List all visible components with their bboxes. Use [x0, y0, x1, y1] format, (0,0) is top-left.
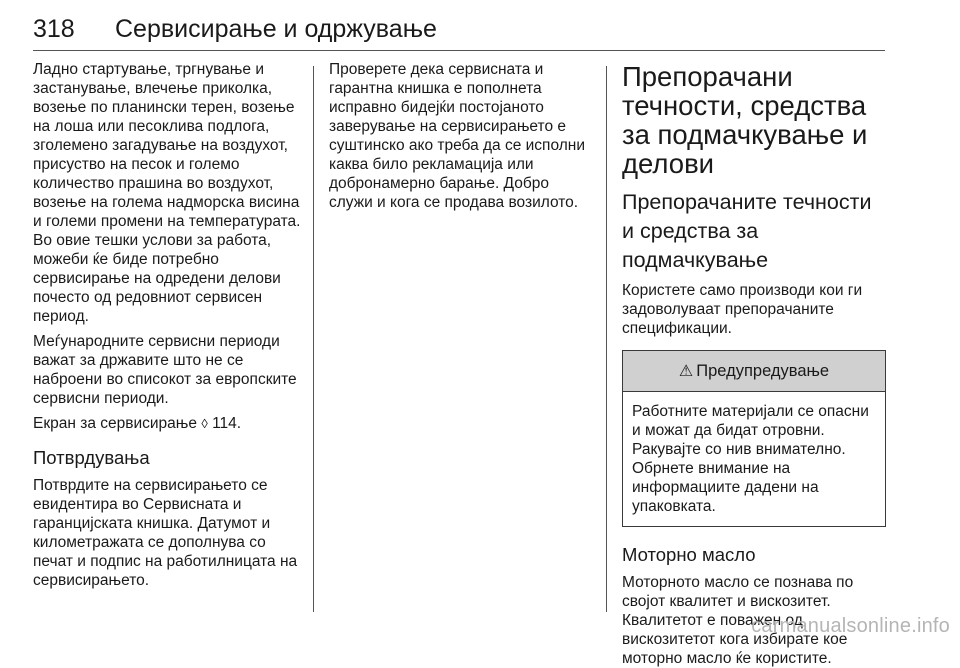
paragraph-service-display-ref [33, 414, 303, 433]
subheading-fluids: Препорачаните течности и средства за подмачкување [622, 190, 872, 272]
paragraph-international-intervals: Меѓународните сервисни периоди важат за државите што не се наброени во списокот за европските сервисни периоди. [33, 333, 297, 407]
paragraph-service-booklet: Проверете дека сервисната и гарантна книшка е пополнета исправно бидејќи постојаното заверување на сервисирањето е суштинско ако треба да се исполни каква било рекламација или добронамерно барање. Добро служи и кога се продава возилото. [329, 61, 585, 211]
warning-header [623, 351, 885, 392]
running-title: Сервисирање и одржување [115, 15, 437, 43]
paragraph-engine-oil: Моторното масло се познава по својот квалитет и вискозитет. Квалитетот е поважен од вискозитетот кога избирате кое моторно масло ќе користите. [622, 574, 854, 667]
service-display-text: Екран за сервисирање [33, 415, 202, 432]
paragraph-use-products: Користете само производи кои ги задоволуваат препорачаните спецификации. [622, 282, 863, 337]
paragraph-confirmations: Потврдите на сервисирањето се евидентира во Сервисната и гаранцијската книшка. Датумот и километражата се дополнува со печат и подпис на работилницата на сервисирањето. [33, 477, 298, 589]
column-2 [329, 60, 597, 212]
page-number: 318 [33, 15, 75, 43]
service-display-page: 114. [207, 415, 242, 432]
chapter-heading: Препорачани течности, средства за подмачкување и делови [622, 61, 868, 179]
column-divider-1 [313, 66, 314, 612]
column-1 [33, 60, 303, 590]
warning-title: Предупредување [696, 361, 830, 380]
column-divider-2 [606, 66, 607, 612]
page-header [33, 14, 885, 54]
header-rule [33, 50, 885, 51]
warning-icon: ⚠ [678, 363, 694, 380]
warning-box [622, 350, 886, 527]
warning-text: Работните материјали се опасни и можат да бидат отровни. Ракувајте со нив внимателно. Обрнете внимание на информациите дадени на упаковката. [632, 403, 869, 515]
page-ref-arrow-icon: ◊ [201, 416, 208, 431]
section-title-confirmations: Потврдувања [33, 447, 150, 468]
watermark: carmanualsonline.info [751, 615, 950, 637]
paragraph-severe-conditions: Ладно стартување, тргнување и застанување, влечење приколка, возење по планински терен, возење на лоша или песоклива подлога, зголемено загадување на воздухот, присуство на песок и големо количество прашина во воздухот, возење на голема надморска висина и големи промени на температурата. Во овие тешки услови за работа, можеби ќе биде потребно сервисирање на одредени делови почесто од редовниот сервисен период. [33, 61, 301, 325]
column-3 [622, 60, 886, 668]
section-title-engine-oil: Моторно масло [622, 544, 756, 565]
